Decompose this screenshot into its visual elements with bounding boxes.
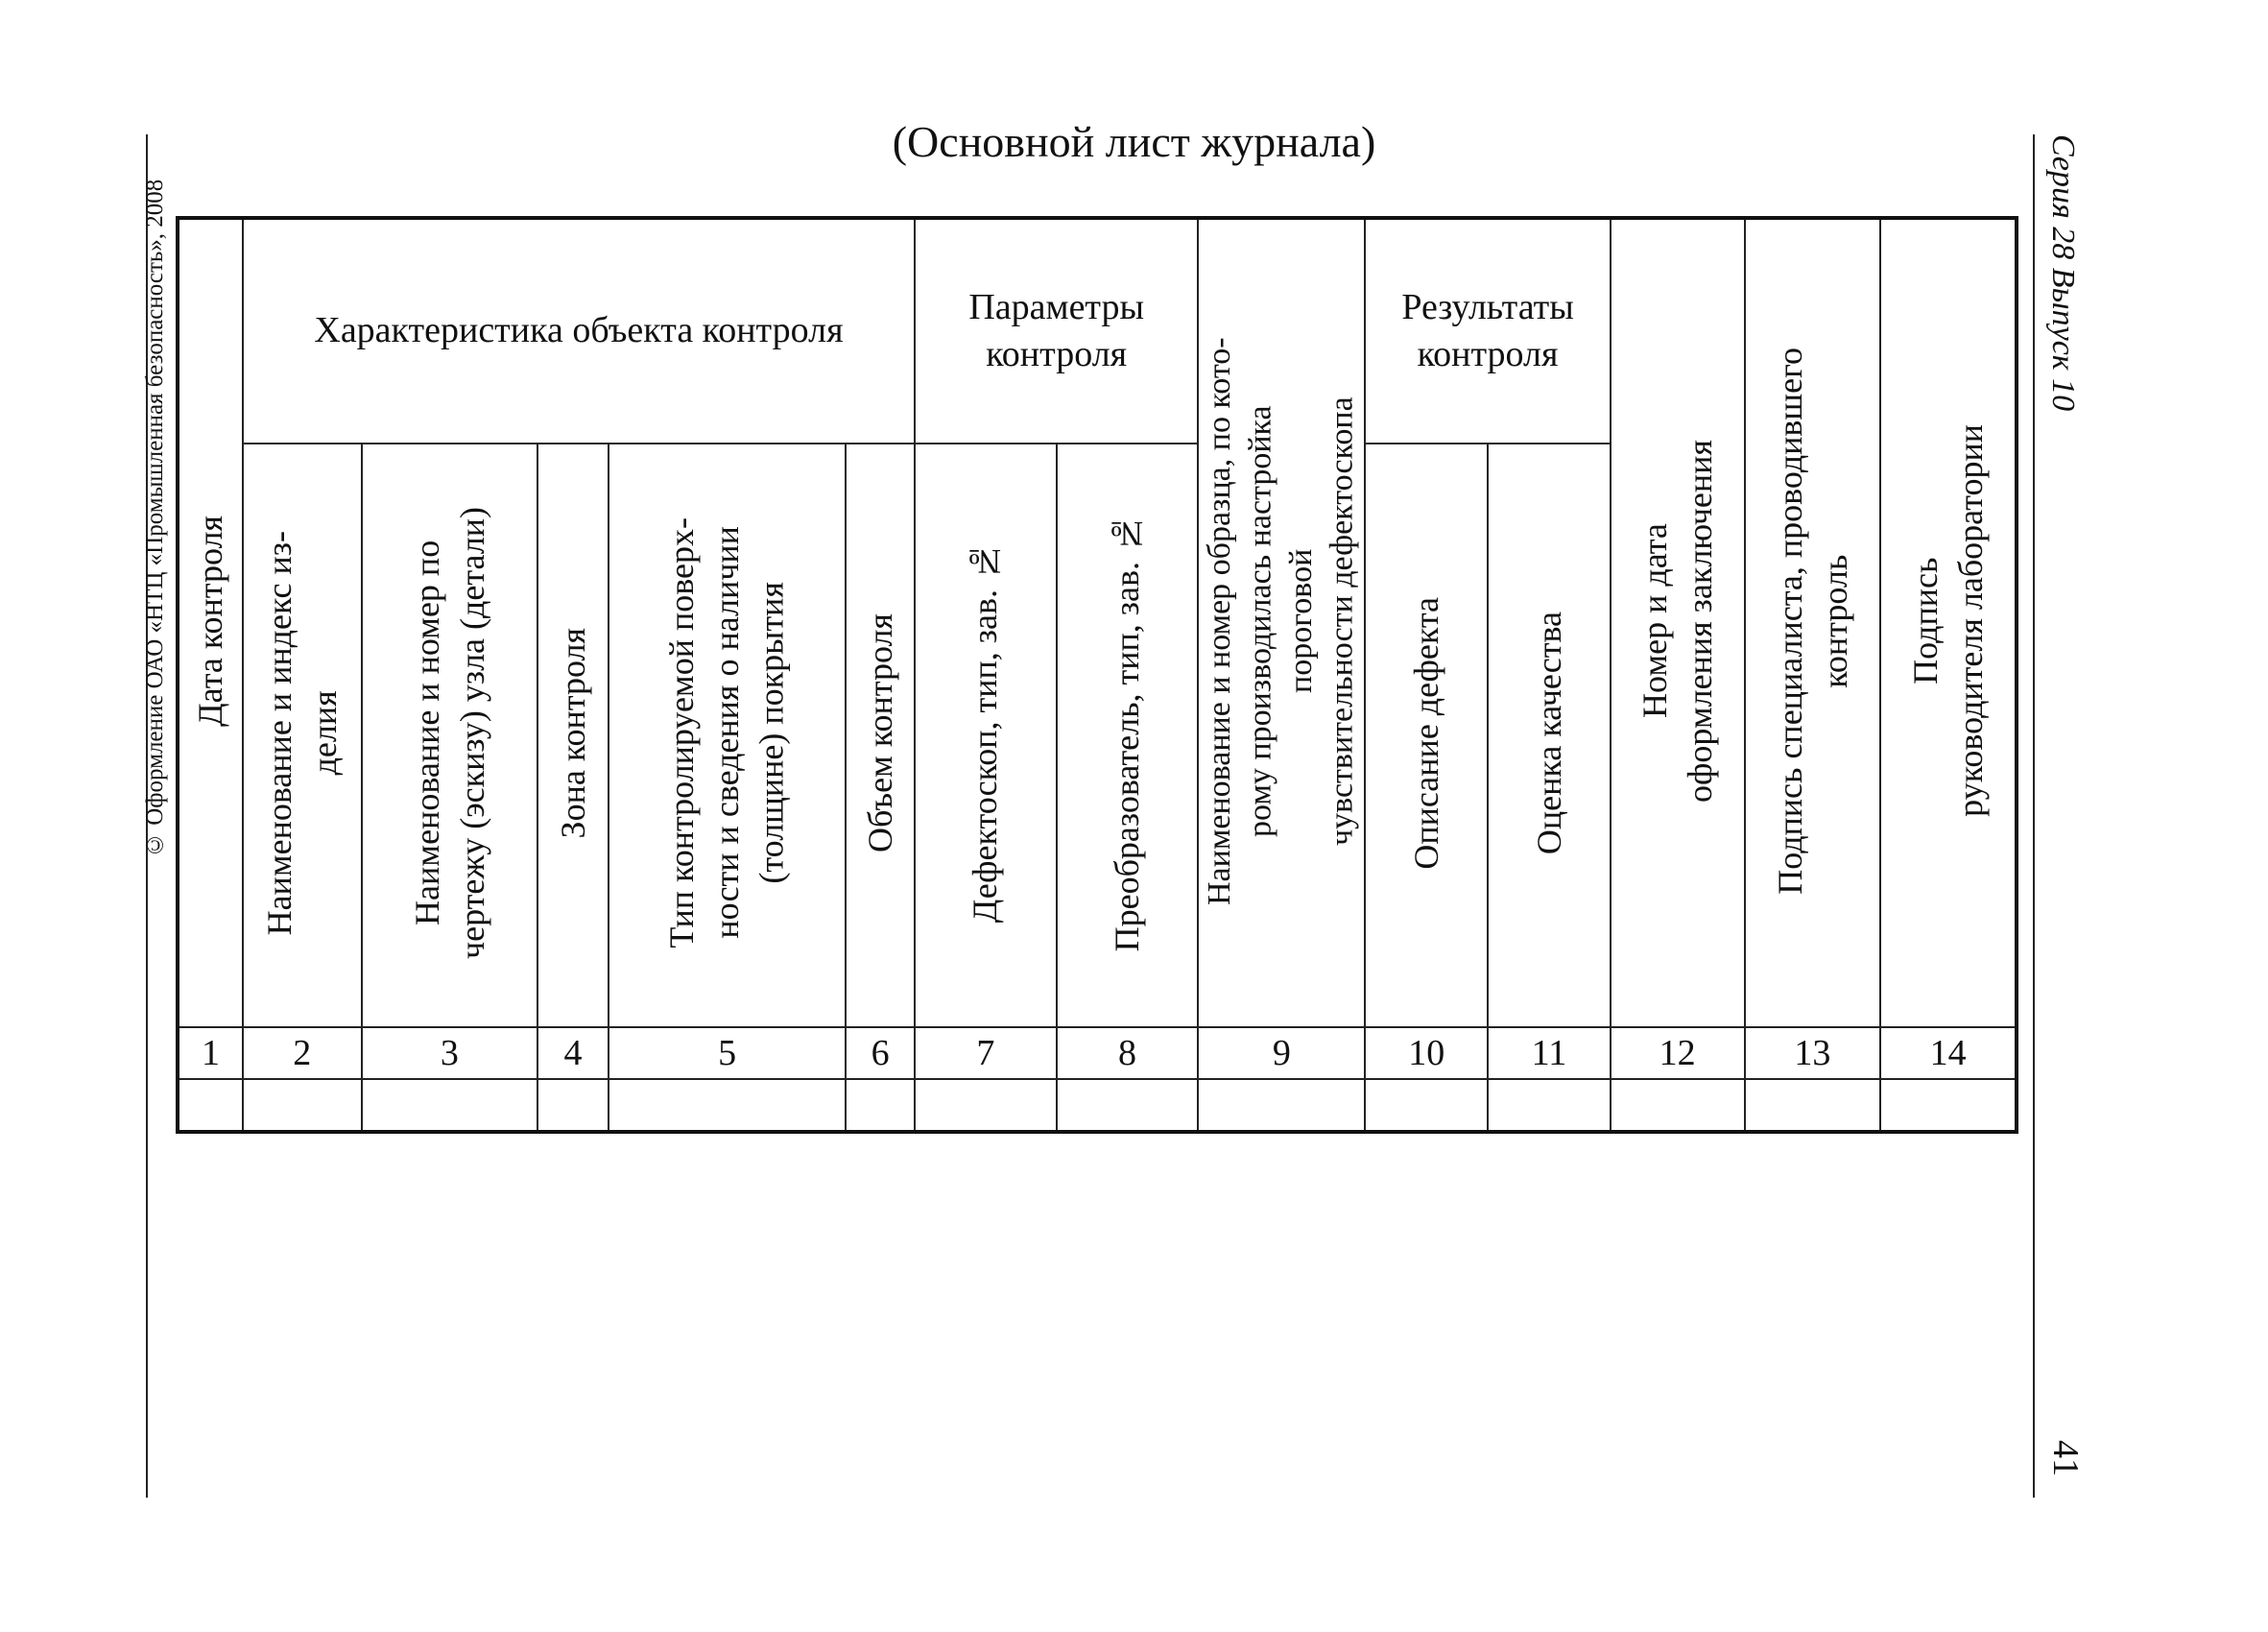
right-margin-rule bbox=[2033, 134, 2035, 1498]
column-number: 7 bbox=[915, 1027, 1057, 1079]
column-number: 2 bbox=[243, 1027, 362, 1079]
header-col-13: Подпись специалиста, проводившего контроль bbox=[1745, 218, 1881, 1027]
header-col-9: Наименование и номер образца, по кото- рому производилась настройка пороговой чувствительности дефектоскопа bbox=[1198, 218, 1365, 1027]
column-number: 8 bbox=[1057, 1027, 1199, 1079]
header-col-1: Дата контроля bbox=[178, 218, 243, 1027]
header-col-10: Описание дефекта bbox=[1365, 444, 1488, 1027]
entry-cell bbox=[1611, 1079, 1745, 1132]
header-col-6: Объем контроля bbox=[846, 444, 915, 1027]
series-header: Серия 28 Выпуск 10 bbox=[2045, 134, 2081, 412]
entry-cell bbox=[243, 1079, 362, 1132]
column-number: 5 bbox=[609, 1027, 846, 1079]
header-col-7: Дефектоскоп, тип, зав. № bbox=[915, 444, 1057, 1027]
header-col-8: Преобразователь, тип, зав. № bbox=[1057, 444, 1199, 1027]
entry-cell bbox=[178, 1079, 243, 1132]
header-col-14: Подпись руководителя лаборатории bbox=[1880, 218, 2017, 1027]
header-row-groups bbox=[178, 218, 2017, 444]
entry-cell bbox=[846, 1079, 915, 1132]
empty-entry-row bbox=[178, 1079, 2017, 1132]
header-col-11: Оценка качества bbox=[1488, 444, 1611, 1027]
journal-table bbox=[176, 216, 2018, 1134]
column-number: 4 bbox=[537, 1027, 609, 1079]
column-number: 9 bbox=[1198, 1027, 1365, 1079]
entry-cell bbox=[1880, 1079, 2017, 1132]
header-col-2: Наименование и индекс из- делия bbox=[243, 444, 362, 1027]
column-number-row bbox=[178, 1027, 2017, 1079]
entry-cell bbox=[1745, 1079, 1881, 1132]
entry-cell bbox=[537, 1079, 609, 1132]
copyright-note: © Оформление ОАО «НТЦ «Промышленная безопасность», 2008 bbox=[142, 179, 168, 858]
column-number: 1 bbox=[178, 1027, 243, 1079]
entry-cell bbox=[1198, 1079, 1365, 1132]
page-number: 41 bbox=[2045, 1440, 2086, 1476]
column-number: 13 bbox=[1745, 1027, 1881, 1079]
entry-cell bbox=[362, 1079, 537, 1132]
entry-cell bbox=[1488, 1079, 1611, 1132]
header-group-results: Результаты контроля bbox=[1365, 218, 1611, 444]
column-number: 10 bbox=[1365, 1027, 1488, 1079]
header-col-5: Тип контролируемой поверх- ности и сведения о наличии (толщине) покрытия bbox=[609, 444, 846, 1027]
header-group-params: Параметры контроля bbox=[915, 218, 1198, 444]
header-col-12: Номер и дата оформления заключения bbox=[1611, 218, 1745, 1027]
header-group-object: Характеристика объекта контроля bbox=[243, 218, 915, 444]
entry-cell bbox=[1365, 1079, 1488, 1132]
column-number: 11 bbox=[1488, 1027, 1611, 1079]
entry-cell bbox=[915, 1079, 1057, 1132]
column-number: 3 bbox=[362, 1027, 537, 1079]
header-col-3: Наименование и номер по чертежу (эскизу) узла (детали) bbox=[362, 444, 537, 1027]
column-number: 6 bbox=[846, 1027, 915, 1079]
entry-cell bbox=[609, 1079, 846, 1132]
column-number: 14 bbox=[1880, 1027, 2017, 1079]
entry-cell bbox=[1057, 1079, 1199, 1132]
header-col-4: Зона контроля bbox=[537, 444, 609, 1027]
column-number: 12 bbox=[1611, 1027, 1745, 1079]
page-title: (Основной лист журнала) bbox=[892, 117, 1376, 166]
